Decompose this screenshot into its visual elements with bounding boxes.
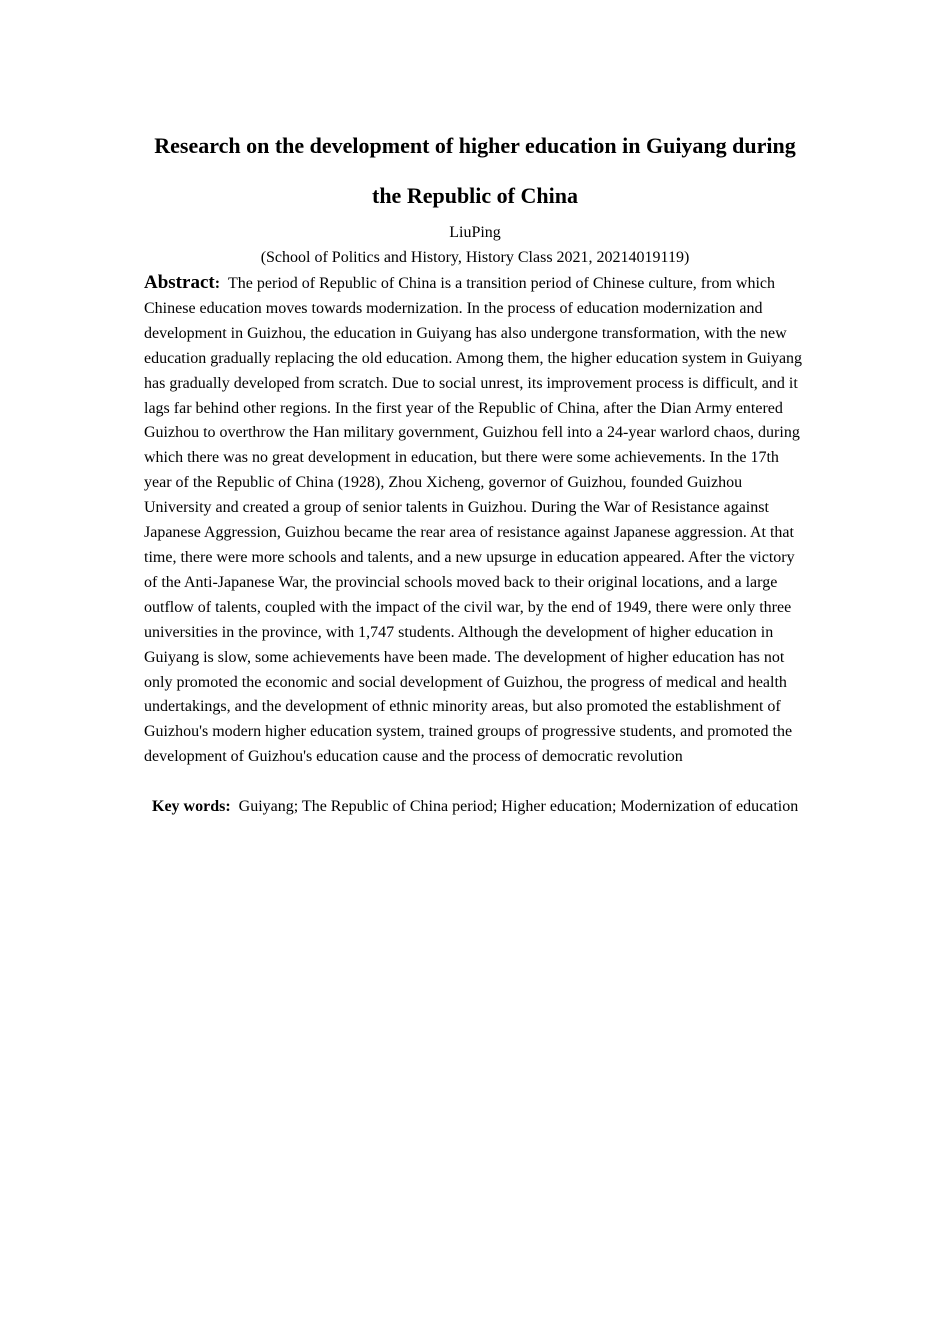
abstract-label: Abstract [144, 272, 215, 293]
author-affiliation: (School of Politics and History, History Class 2021, 20214019119) [260, 249, 690, 266]
paper-title-line-2: the Republic of China [372, 183, 578, 208]
author-name: LiuPing [449, 224, 501, 241]
paper-title-line-1: Research on the development of higher education in Guiyang during [154, 133, 796, 158]
keywords-paragraph [144, 795, 808, 820]
abstract-paragraph [144, 271, 808, 770]
abstract-colon: : [214, 275, 221, 292]
abstract-text: The period of Republic of China is a transition period of Chinese culture, from which Chinese education moves towards modernization. In the process of education modernization and development in Guizhou, the education in Guiyang has also undergone transformation, with the new education gradually replacing the old education. Among them, the higher education system in Guiyang has gradually developed from scratch. Due to social unrest, its improvement process is difficult, and it lags far behind other regions. In the first year of the Republic of China, after the Dian Army entered Guizhou to overthrow the Han military government, Guizhou fell into a 24-year warlord chaos, during which there was no great development in education, but there were some achievements. In the 17th year of the Republic of China (1928), Zhou Xicheng, governor of Guizhou, founded Guizhou University and created a group of senior talents in Guizhou. During the War of Resistance against Japanese Aggression, Guizhou became the rear area of resistance against Japanese aggression. At that time, there were more schools and talents, and a new upsurge in education appeared. After the victory of the Anti-Japanese War, the provincial schools moved back to their original locations, and a large outflow of talents, coupled with the impact of the civil war, by the end of 1949, there were only three universities in the province, with 1,747 students. Although the development of higher education in Guiyang is slow, some achievements have been made. The development of higher education has not only promoted the economic and social development of Guizhou, the progress of medical and health undertakings, and the development of ethnic minority areas, but also promoted the establishment of Guizhou's modern higher education system, trained groups of progressive students, and promoted the development of Guizhou's education cause and the process of democratic revolution [144, 275, 803, 766]
keywords-text: Guiyang; The Republic of China period; Higher education; Modernization of education [238, 798, 799, 815]
keywords-label: Key words: [152, 798, 231, 815]
